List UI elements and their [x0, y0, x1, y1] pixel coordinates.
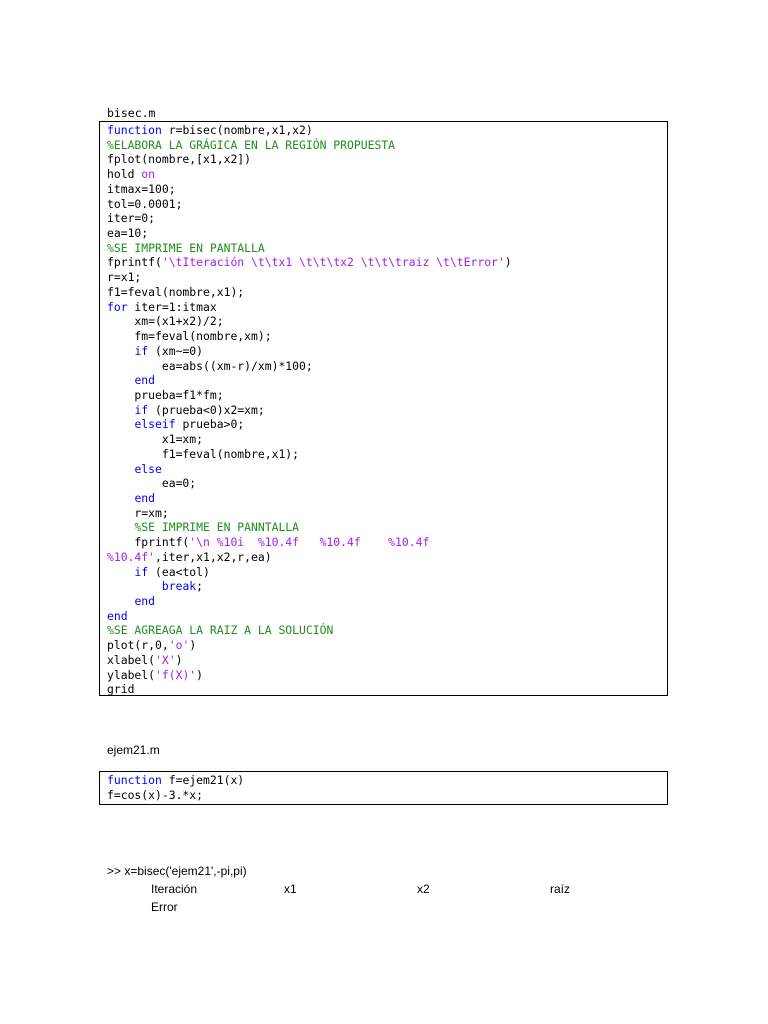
code-text: (xm~=0) — [148, 343, 204, 358]
code-text: r=xm; — [107, 505, 169, 520]
code-line — [107, 682, 667, 697]
code-line — [107, 255, 667, 270]
code-keyword: function — [107, 123, 162, 137]
code-text — [107, 565, 134, 579]
code-text: f1=feval(nombre,x1); — [107, 284, 245, 299]
code-keyword: end — [107, 608, 128, 623]
code-string: %10.4f' — [107, 549, 156, 564]
code-string: 'X' — [155, 652, 176, 667]
code-line — [107, 182, 667, 197]
code-keyword: else — [134, 461, 162, 476]
code-line — [107, 432, 667, 447]
code-string: on — [141, 167, 156, 182]
code-text: fm=feval(nombre,xm); — [107, 329, 272, 344]
code-line — [107, 506, 667, 521]
code-line — [107, 520, 667, 535]
code-text: r=bisec(nombre,x1,x2) — [161, 123, 313, 137]
code-text: ) — [504, 255, 512, 270]
code-line — [107, 241, 667, 256]
code-line — [107, 565, 667, 580]
code-line — [107, 226, 667, 241]
code-text: prueba=f1*fm; — [107, 387, 224, 402]
code-line — [107, 638, 667, 653]
code-text: ; — [196, 579, 204, 594]
code-keyword: elseif — [134, 417, 176, 432]
code-line — [107, 417, 667, 432]
code-text: itmax=100; — [107, 181, 176, 196]
code-keyword: end — [134, 594, 156, 608]
code-line — [107, 579, 667, 594]
column-header-x2: x2 — [417, 882, 430, 896]
code-text: fprintf( — [107, 255, 162, 270]
code-keyword: if — [134, 343, 149, 358]
code-text — [107, 520, 134, 534]
code-keyword: end — [134, 490, 156, 505]
code-text: f1=feval(nombre,x1); — [107, 446, 300, 461]
code-string: '\n %10i %10.4f %10.4f %10.4f — [189, 535, 430, 550]
code-line — [107, 653, 667, 668]
code-text: ) — [175, 652, 183, 667]
code-text — [107, 403, 134, 417]
code-line — [107, 609, 667, 624]
code-text: f=cos(x)-3.*x; — [107, 787, 204, 802]
column-header-raiz: raíz — [550, 882, 571, 896]
code-line — [107, 314, 667, 329]
code-keyword: end — [134, 373, 156, 388]
code-text: ea=abs((xm-r)/xm)*100; — [107, 358, 313, 373]
code-line — [107, 329, 667, 344]
column-header-x1: x1 — [284, 882, 297, 896]
code-keyword: if — [134, 564, 149, 579]
code-line — [107, 535, 667, 550]
code-line — [107, 152, 667, 167]
code-line — [107, 373, 667, 388]
code-text: hold — [107, 167, 142, 182]
code-keyword: if — [134, 402, 149, 417]
code-line — [107, 123, 667, 138]
code-text: xlabel( — [107, 652, 156, 667]
code-line — [107, 285, 667, 300]
code-line — [107, 403, 667, 418]
code-line — [107, 270, 667, 285]
file-title-ejem21: ejem21.m — [107, 743, 160, 757]
code-text — [107, 579, 162, 593]
code-line — [107, 476, 667, 491]
code-string: 'o' — [168, 638, 190, 653]
code-line — [107, 388, 667, 403]
code-line — [107, 788, 667, 803]
code-text: ,iter,x1,x2,r,ea) — [155, 549, 272, 564]
code-text: ) — [189, 638, 197, 653]
code-comment: %SE IMPRIME EN PANTALLA — [107, 240, 265, 255]
code-line — [107, 197, 667, 212]
code-line — [107, 668, 667, 683]
column-header-iteracion: Iteración — [151, 882, 198, 896]
code-text — [107, 491, 134, 505]
code-keyword: break — [161, 579, 197, 594]
code-text — [107, 373, 134, 387]
code-line — [107, 623, 667, 638]
code-comment: %SE IMPRIME EN PANNTALLA — [134, 520, 300, 535]
code-text: r=x1; — [107, 270, 142, 285]
code-keyword: function — [107, 773, 162, 787]
code-text: prueba>0; — [175, 417, 245, 432]
code-comment: %ELABORA LA GRÁGICA EN LA REGIÓN PROPUESTA — [107, 137, 396, 152]
code-text — [107, 344, 134, 358]
code-block-ejem21 — [99, 771, 668, 805]
code-text: f=ejem21(x) — [161, 773, 245, 787]
code-comment: %SE AGREAGA LA RAIZ A LA SOLUCIÓN — [107, 623, 334, 638]
code-text: (ea<tol) — [148, 564, 210, 579]
code-text: plot(r,0, — [107, 638, 169, 653]
code-text — [107, 594, 134, 608]
code-text: ) — [196, 667, 204, 682]
console-command: >> x=bisec('ejem21',-pi,pi) — [107, 864, 247, 878]
column-header-error: Error — [151, 900, 178, 914]
code-string: '\tIteración \t\tx1 \t\t\tx2 \t\t\traiz \t\tError' — [161, 255, 505, 270]
code-text: fprintf( — [107, 535, 190, 550]
code-line — [107, 462, 667, 477]
code-line — [107, 138, 667, 153]
code-string: 'f(X)' — [155, 667, 197, 682]
code-text: grid — [107, 682, 135, 697]
file-title-bisec: bisec.m — [107, 106, 156, 120]
code-text: tol=0.0001; — [107, 196, 183, 211]
code-text: iter=1:itmax — [127, 299, 217, 314]
code-line — [107, 211, 667, 226]
code-line — [107, 167, 667, 182]
code-line — [107, 300, 667, 315]
code-text: iter=0; — [107, 211, 156, 226]
code-line — [107, 447, 667, 462]
code-text: xm=(x1+x2)/2; — [107, 314, 224, 329]
code-line — [107, 359, 667, 374]
code-text: (prueba<0)x2=xm; — [148, 402, 265, 417]
code-keyword: for — [107, 299, 128, 314]
code-text: x1=xm; — [107, 432, 204, 447]
code-line — [107, 491, 667, 506]
code-text — [107, 462, 134, 476]
code-line — [107, 550, 667, 565]
code-text: fplot(nombre,[x1,x2]) — [107, 152, 252, 167]
code-text: ylabel( — [107, 667, 156, 682]
code-block-bisec — [99, 121, 668, 696]
code-line — [107, 594, 667, 609]
code-text — [107, 417, 134, 431]
code-text: ea=10; — [107, 226, 149, 241]
code-line — [107, 344, 667, 359]
code-line — [107, 773, 667, 788]
code-text: ea=0; — [107, 476, 197, 491]
